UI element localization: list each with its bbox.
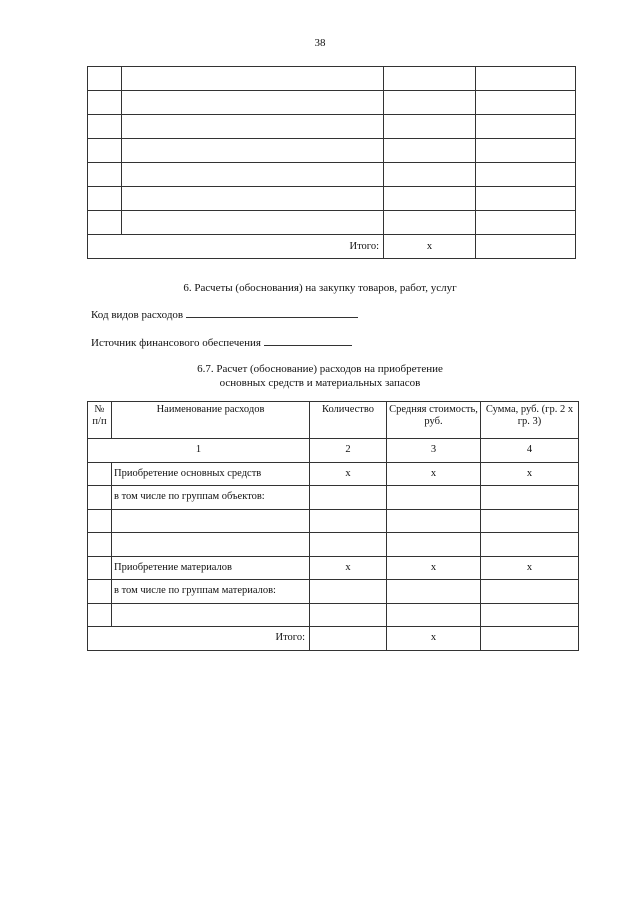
subsection-heading-line1: 6.7. Расчет (обоснование) расходов на приобретение <box>197 363 443 375</box>
header-number: № п/п <box>88 402 112 439</box>
top-table-cell <box>122 211 384 235</box>
top-table-cell <box>122 163 384 187</box>
column-number-row <box>88 439 579 463</box>
table-row <box>88 603 579 627</box>
top-total-sum <box>476 235 576 259</box>
main-total-x: x <box>387 627 481 651</box>
top-total-label: Итого: <box>88 235 384 259</box>
top-total-row <box>88 235 576 259</box>
row-average-cost-cell <box>387 486 481 510</box>
table-row <box>88 533 579 557</box>
row-name-cell <box>112 509 310 533</box>
top-table-cell <box>384 67 476 91</box>
top-table-cell <box>88 115 122 139</box>
top-table-row <box>88 163 576 187</box>
row-average-cost-cell <box>387 580 481 604</box>
top-table-cell <box>88 91 122 115</box>
row-sum-cell <box>481 580 579 604</box>
column-number-4: 4 <box>481 439 579 463</box>
top-table-row <box>88 211 576 235</box>
column-number-3: 3 <box>387 439 481 463</box>
top-table-cell <box>476 187 576 211</box>
row-number-cell <box>88 486 112 510</box>
funding-source-blank[interactable] <box>264 335 352 346</box>
expense-code-field <box>91 307 358 321</box>
expense-code-blank[interactable] <box>186 307 358 318</box>
top-table-cell <box>476 139 576 163</box>
top-table-cell <box>122 91 384 115</box>
row-average-cost-cell: x <box>387 556 481 580</box>
top-table-cell <box>476 91 576 115</box>
top-table-cell <box>384 187 476 211</box>
row-average-cost-cell <box>387 533 481 557</box>
row-sum-cell <box>481 533 579 557</box>
top-table-cell <box>88 163 122 187</box>
main-total-label: Итого: <box>88 627 310 651</box>
row-quantity-cell <box>310 603 387 627</box>
row-average-cost-cell: x <box>387 462 481 486</box>
row-sum-cell: x <box>481 462 579 486</box>
row-name-cell: в том числе по группам объектов: <box>112 486 310 510</box>
fixed-assets-table <box>87 401 579 651</box>
top-table-cell <box>88 67 122 91</box>
subsection-heading-line2: основных средств и материальных запасов <box>219 377 421 389</box>
header-average-cost: Средняя стоимость, руб. <box>387 402 481 439</box>
table-row <box>88 462 579 486</box>
table-row <box>88 556 579 580</box>
top-table-cell <box>384 163 476 187</box>
top-table-cell <box>122 187 384 211</box>
top-table-cell <box>476 211 576 235</box>
table-row <box>88 580 579 604</box>
row-sum-cell <box>481 486 579 510</box>
row-name-cell: в том числе по группам материалов: <box>112 580 310 604</box>
header-quantity: Количество <box>310 402 387 439</box>
main-total-row <box>88 627 579 651</box>
row-average-cost-cell <box>387 603 481 627</box>
top-total-x: x <box>384 235 476 259</box>
row-name-cell <box>112 533 310 557</box>
top-table-row <box>88 91 576 115</box>
main-total-sum <box>481 627 579 651</box>
top-table-row <box>88 115 576 139</box>
table-row <box>88 509 579 533</box>
top-table-row <box>88 67 576 91</box>
row-name-cell <box>112 603 310 627</box>
row-quantity-cell: x <box>310 462 387 486</box>
expense-code-label: Код видов расходов <box>91 309 184 321</box>
top-table-cell <box>88 139 122 163</box>
row-number-cell <box>88 556 112 580</box>
column-number-1: 1 <box>88 439 310 463</box>
header-name: Наименование расходов <box>112 402 310 439</box>
row-sum-cell: x <box>481 556 579 580</box>
row-number-cell <box>88 580 112 604</box>
row-average-cost-cell <box>387 509 481 533</box>
top-table-cell <box>476 163 576 187</box>
header-row <box>88 402 579 439</box>
row-sum-cell <box>481 509 579 533</box>
section-heading: 6. Расчеты (обоснования) на закупку товаров, работ, услуг <box>183 282 457 294</box>
row-quantity-cell <box>310 580 387 604</box>
row-quantity-cell <box>310 486 387 510</box>
row-name-cell: Приобретение основных средств <box>112 462 310 486</box>
table-row <box>88 486 579 510</box>
page-number: 38 <box>314 37 326 49</box>
top-table-cell <box>476 67 576 91</box>
row-number-cell <box>88 533 112 557</box>
top-table-cell <box>122 67 384 91</box>
top-table-cell <box>384 211 476 235</box>
funding-source-label: Источник финансового обеспечения <box>91 337 261 349</box>
top-table-cell <box>384 115 476 139</box>
row-number-cell <box>88 462 112 486</box>
row-quantity-cell: x <box>310 556 387 580</box>
top-table-cell <box>384 91 476 115</box>
top-table-row <box>88 187 576 211</box>
main-total-quantity <box>310 627 387 651</box>
top-table-cell <box>122 115 384 139</box>
continued-table <box>87 66 576 259</box>
row-sum-cell <box>481 603 579 627</box>
top-table-cell <box>88 187 122 211</box>
subsection-heading <box>0 362 640 390</box>
top-table-cell <box>384 139 476 163</box>
column-number-2: 2 <box>310 439 387 463</box>
funding-source-field <box>91 335 352 349</box>
top-table-cell <box>476 115 576 139</box>
header-sum: Сумма, руб. (гр. 2 х гр. 3) <box>481 402 579 439</box>
row-quantity-cell <box>310 509 387 533</box>
row-quantity-cell <box>310 533 387 557</box>
row-number-cell <box>88 509 112 533</box>
row-number-cell <box>88 603 112 627</box>
top-table-cell <box>88 211 122 235</box>
top-table-cell <box>122 139 384 163</box>
row-name-cell: Приобретение материалов <box>112 556 310 580</box>
top-table-row <box>88 139 576 163</box>
